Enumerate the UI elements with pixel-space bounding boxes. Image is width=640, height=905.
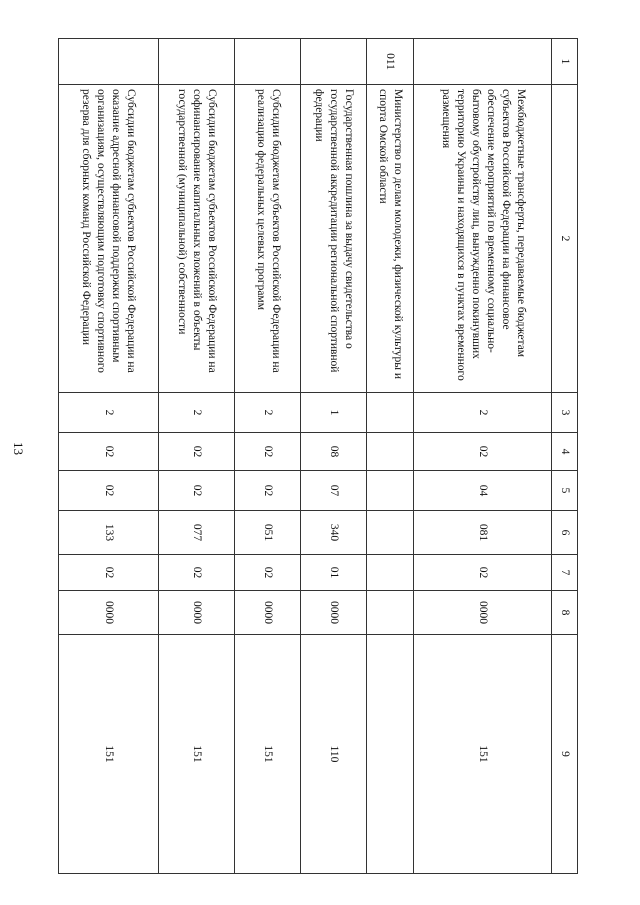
table-row	[414, 39, 552, 874]
admin-code-cell: 011	[366, 39, 413, 85]
code-col-8: 0000	[59, 591, 159, 635]
code-col-4: 02	[158, 433, 235, 471]
admin-code-cell	[414, 39, 552, 85]
revenue-name-cell: Министерство по делам молодежи, физической культуры и спорта Омской области	[366, 85, 413, 393]
code-col-6: 133	[59, 511, 159, 555]
code-col-3: 2	[414, 393, 552, 433]
code-col-6	[366, 511, 413, 555]
code-col-5: 02	[158, 471, 235, 511]
admin-code-cell	[59, 39, 159, 85]
code-col-3: 2	[235, 393, 301, 433]
revenue-name-cell: Субсидии бюджетам субъектов Российской Федерации на реализацию федеральных целевых программ	[235, 85, 301, 393]
table-header-row	[552, 39, 578, 874]
table-row	[158, 39, 235, 874]
code-col-7: 01	[301, 555, 367, 591]
code-col-4: 08	[301, 433, 367, 471]
column-header: 9	[552, 635, 578, 874]
code-col-4	[366, 433, 413, 471]
table-row	[235, 39, 301, 874]
code-col-8: 0000	[235, 591, 301, 635]
code-col-9: 151	[414, 635, 552, 874]
code-col-6: 051	[235, 511, 301, 555]
code-col-8: 0000	[301, 591, 367, 635]
column-header: 1	[552, 39, 578, 85]
code-col-4: 02	[235, 433, 301, 471]
column-header: 8	[552, 591, 578, 635]
table-row	[59, 39, 159, 874]
code-col-4: 02	[59, 433, 159, 471]
admin-code-cell	[301, 39, 367, 85]
code-col-9: 151	[59, 635, 159, 874]
code-col-8	[366, 591, 413, 635]
code-col-9: 110	[301, 635, 367, 874]
code-col-6: 081	[414, 511, 552, 555]
budget-table-container	[58, 38, 578, 873]
code-col-7	[366, 555, 413, 591]
code-col-5	[366, 471, 413, 511]
code-col-3: 2	[59, 393, 159, 433]
column-header: 2	[552, 85, 578, 393]
code-col-9	[366, 635, 413, 874]
admin-code-cell	[158, 39, 235, 85]
code-col-8: 0000	[158, 591, 235, 635]
code-col-5: 02	[235, 471, 301, 511]
revenue-name-cell: Государственная пошлина за выдачу свидетельства о государственной аккредитации региональной спортивной федерации	[301, 85, 367, 393]
code-col-3: 2	[158, 393, 235, 433]
code-col-9: 151	[235, 635, 301, 874]
revenue-name-cell: Межбюджетные трансферты, передаваемые бюджетам субъектов Российской Федерации на финансовое обеспечение мероприятий по временному социально-бытовому обустройству лиц, вынужденно покинувших территорию Украины и находящихся в пунктах временного размещения	[414, 85, 552, 393]
code-col-6: 077	[158, 511, 235, 555]
code-col-9: 151	[158, 635, 235, 874]
column-header: 4	[552, 433, 578, 471]
revenue-name-cell: Субсидии бюджетам субъектов Российской Федерации на оказание адресной финансовой поддержки спортивным организациям, осуществляющим подготовку спортивного резерва для сборных команд Российской Федерации	[59, 85, 159, 393]
code-col-7: 02	[158, 555, 235, 591]
column-header: 6	[552, 511, 578, 555]
budget-table	[58, 38, 578, 874]
table-row	[366, 39, 413, 874]
column-header: 7	[552, 555, 578, 591]
revenue-name-cell: Субсидии бюджетам субъектов Российской Федерации на софинансирование капитальных вложений в объекты государственной (муниципальной) собственности	[158, 85, 235, 393]
code-col-5: 02	[59, 471, 159, 511]
code-col-7: 02	[235, 555, 301, 591]
column-header: 5	[552, 471, 578, 511]
admin-code-cell	[235, 39, 301, 85]
code-col-7: 02	[59, 555, 159, 591]
code-col-5: 07	[301, 471, 367, 511]
code-col-4: 02	[414, 433, 552, 471]
page-number: 13	[11, 442, 26, 455]
code-col-3: 1	[301, 393, 367, 433]
column-header: 3	[552, 393, 578, 433]
code-col-3	[366, 393, 413, 433]
code-col-5: 04	[414, 471, 552, 511]
table-row	[301, 39, 367, 874]
code-col-7: 02	[414, 555, 552, 591]
code-col-8: 0000	[414, 591, 552, 635]
code-col-6: 340	[301, 511, 367, 555]
